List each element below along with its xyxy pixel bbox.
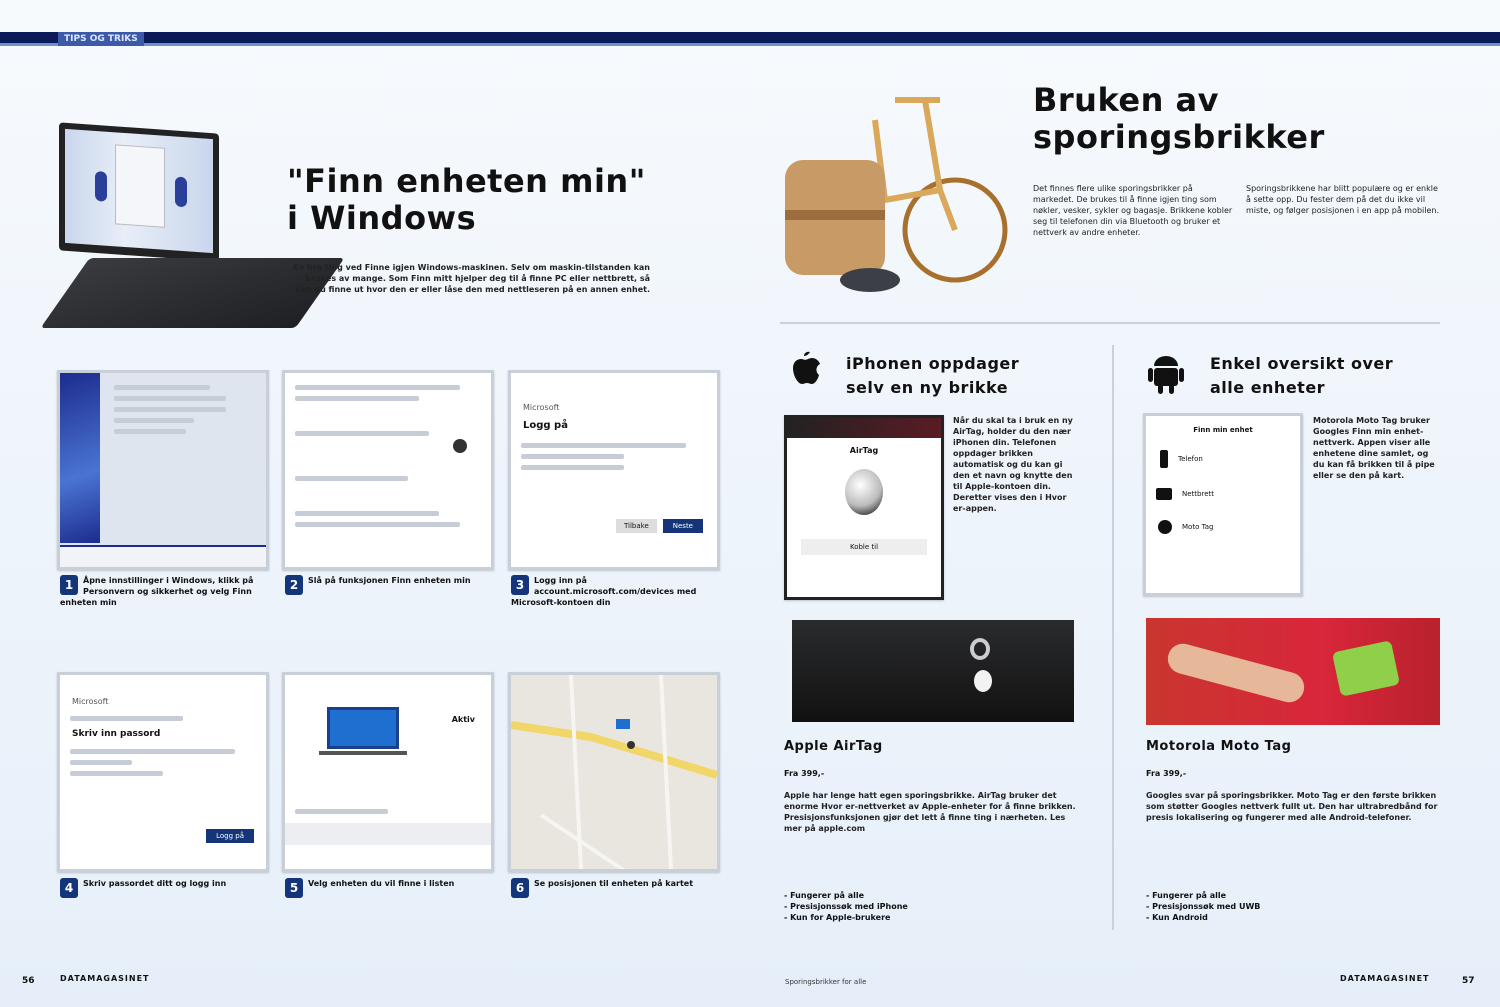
step3-screenshot: Microsoft Logg på Tilbake Neste: [508, 370, 720, 570]
airtag-icon: [845, 469, 883, 515]
android-section-heading: Enkel oversikt over alle enheter: [1210, 354, 1394, 397]
footer-center-text: Sporingsbrikker for alle: [785, 978, 867, 986]
airtag-bag-photo: [788, 616, 1078, 726]
left-page-number: 56: [22, 976, 35, 986]
tablet-icon: [1156, 488, 1172, 500]
panel-item-tag[interactable]: Moto Tag: [1158, 520, 1300, 534]
right-intro-col2: Sporingsbrikkene har blitt populære og er enkle å sette opp. Du fester dem på det du ikke vil miste, og følger posisjonen i en app på mobilen.: [1246, 184, 1440, 215]
next-button[interactable]: Neste: [663, 519, 703, 533]
airtag-pairing-screenshot: AirTag Koble til: [784, 415, 944, 600]
android-side-text: Motorola Moto Tag bruker Googles Finn min enhet-nettverk. Appen viser alle enhetene dine samlet, og du kan få brikken til å pipe eller se den på kart.: [1313, 416, 1435, 480]
left-footer-logo: DATAMAGASINET: [60, 974, 150, 983]
section-tag: TIPS OG TRIKS: [58, 32, 144, 46]
apple-price: Fra 399,-: [784, 769, 825, 778]
bicycle-backpack-image: [775, 70, 1015, 310]
right-article-title: Bruken av sporingsbrikker: [1033, 81, 1325, 156]
right-page-number: 57: [1462, 976, 1475, 986]
apple-logo-icon: [786, 350, 822, 394]
horizontal-divider: [780, 322, 1440, 324]
left-intro: En bra ting ved Finne igjen Windows-maskinen. Selv om maskin-tilstanden kan brukes av mange. Som Finn mitt hjelper deg til å finne PC eller nettbrett, så kan du finne ut hvor den er eller låse den med nettleseren på en annen enhet.: [293, 263, 650, 294]
sign-in-button[interactable]: Logg på: [206, 829, 254, 843]
apple-section-heading: iPhonen oppdager selv en ny brikke: [846, 354, 1020, 397]
right-intro-col1: Det finnes flere ulike sporingsbrikker på markedet. De brukes til å finne igjen ting som nøkler, vesker, sykler og bagasje. Brikkene kobler seg til telefonen din via Bluetooth og bruker et nettverk av andre enheter.: [1033, 184, 1233, 237]
connect-button[interactable]: Koble til: [801, 539, 927, 555]
moto-tag-photo: [1146, 618, 1440, 725]
section-header-bar: [0, 32, 1500, 46]
left-article-title: "Finn enheten min" i Windows: [287, 162, 646, 237]
android-price: Fra 399,-: [1146, 769, 1187, 778]
laptop-device-icon: [327, 707, 399, 749]
panel-item-phone[interactable]: Telefon: [1160, 450, 1300, 468]
step1-screenshot: [57, 370, 269, 570]
apple-pros-cons: - Fungerer på alle - Presisjonssøk med iPhone - Kun for Apple-brukere: [784, 890, 908, 923]
android-description: Googles svar på sporingsbrikker. Moto Tag er den første brikken som støtter Googles nettverk fullt ut. Den har ultrabredbånd for presis lokalisering og fungerer med alle Android-telefoner.: [1146, 791, 1438, 822]
apple-product-name: Apple AirTag: [784, 739, 883, 754]
laptop-image: [55, 128, 325, 338]
step1-caption: 1 Åpne innstillinger i Windows, klikk på Personvern og sikkerhet og velg Finn enheten min: [60, 576, 254, 607]
step2-caption: 2 Slå på funksjonen Finn enheten min: [285, 575, 485, 595]
android-pros-cons: - Fungerer på alle - Presisjonssøk med UWB - Kun Android: [1146, 890, 1260, 923]
step2-screenshot: [282, 370, 494, 570]
android-logo-icon: [1146, 350, 1186, 396]
find-my-device-screenshot: Finn min enhet Telefon Nettbrett Moto Tag: [1143, 413, 1303, 596]
panel-item-tablet[interactable]: Nettbrett: [1156, 488, 1300, 500]
right-footer-logo: DATAMAGASINET: [1340, 974, 1430, 983]
step6-map-screenshot: [508, 672, 720, 872]
phone-icon: [1160, 450, 1168, 468]
android-product-name: Motorola Moto Tag: [1146, 739, 1292, 754]
step4-screenshot: Microsoft Skriv inn passord Logg på: [57, 672, 269, 872]
step4-caption: 4 Skriv passordet ditt og logg inn: [60, 878, 260, 898]
step5-caption: 5 Velg enheten du vil finne i listen: [285, 878, 485, 898]
step3-caption: 3 Logg inn på account.microsoft.com/devices med Microsoft-kontoen din: [511, 576, 697, 607]
apple-side-text: Når du skal ta i bruk en ny AirTag, holder du den nær iPhonen din. Telefonen oppdager brikken automatisk og du kan gi den et navn og knytte den til Apple-kontoen din. Deretter vises den i Hvor er-appen.: [953, 416, 1073, 513]
vertical-divider: [1112, 345, 1114, 930]
step5-screenshot: Aktiv: [282, 672, 494, 872]
back-button[interactable]: Tilbake: [616, 519, 657, 533]
step6-caption: 6 Se posisjonen til enheten på kartet: [511, 878, 716, 898]
tag-icon: [1158, 520, 1172, 534]
apple-description: Apple har lenge hatt egen sporingsbrikke. AirTag bruker det enorme Hvor er-nettverket av Apple-enheter for å finne brikken. Presisjonsfunksjonen gjør det lett å finne ting i nærheten. Les mer på apple.com: [784, 791, 1076, 833]
